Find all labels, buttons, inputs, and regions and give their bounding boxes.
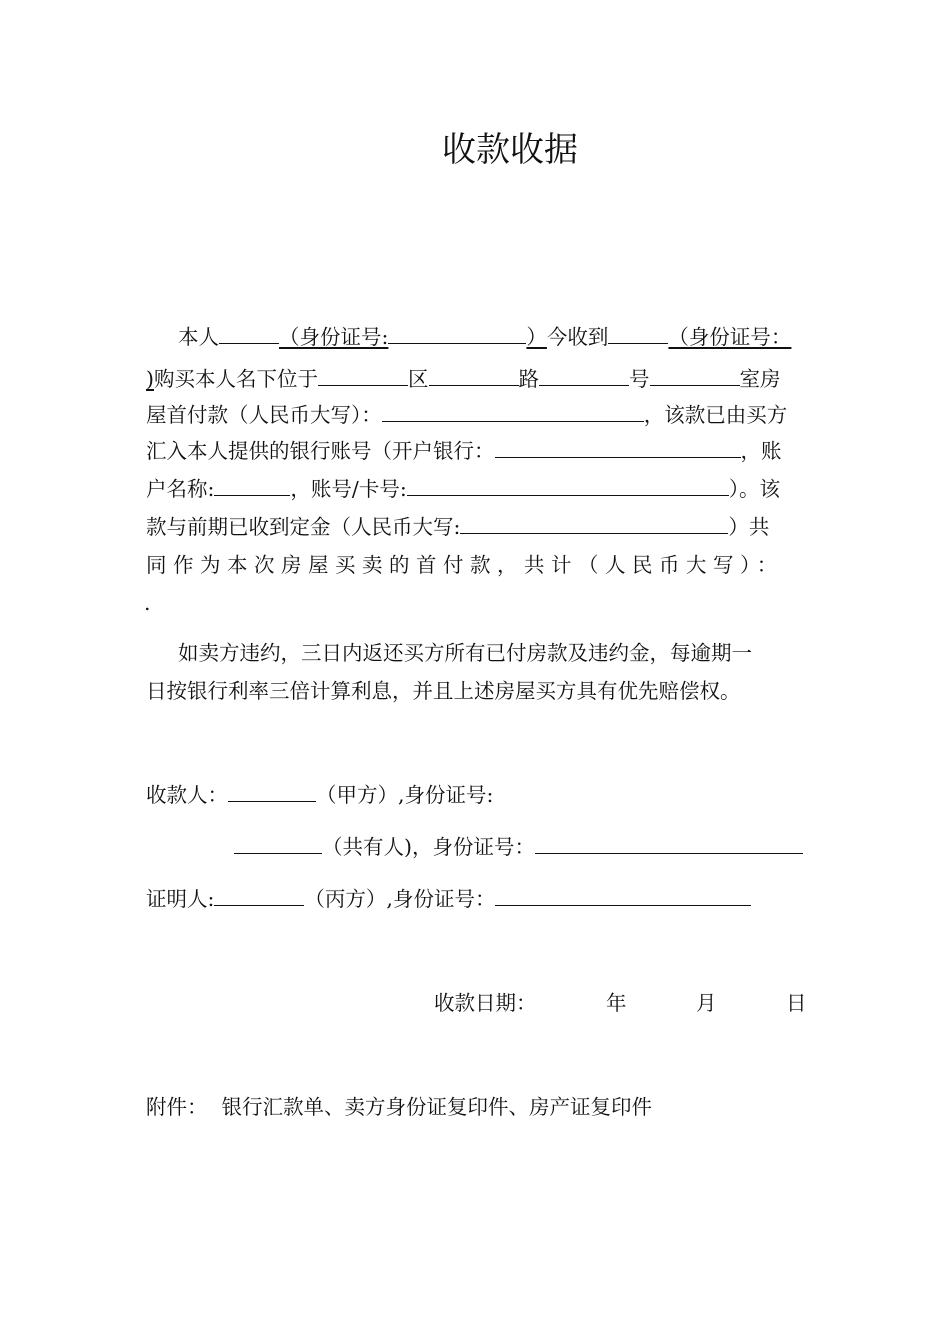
text-fragment: 区 [408, 367, 429, 391]
text-fragment: （身份证号： [668, 325, 792, 349]
attachment-text: 银行汇款单、卖方身份证复印件、房产证复印件 [221, 1095, 652, 1119]
down-payment-amount-blank[interactable] [382, 403, 644, 422]
attachment-line [146, 1094, 652, 1120]
payee-name-blank[interactable] [219, 325, 279, 344]
text-fragment: ） [526, 325, 547, 349]
text-fragment: ）共 [728, 515, 770, 539]
document-title: 收款收据 [442, 130, 578, 170]
text-fragment: 今收到 [546, 325, 609, 349]
coowner-line [234, 834, 803, 860]
text-fragment: 本人 [178, 325, 219, 349]
line-1 [178, 324, 791, 350]
witness-signature-blank[interactable] [214, 887, 304, 906]
district-blank[interactable] [318, 367, 408, 386]
line-8 [144, 590, 151, 616]
deposit-amount-blank[interactable] [460, 515, 728, 534]
number-blank[interactable] [539, 367, 629, 386]
date-label: 收款日期： [434, 991, 537, 1015]
text-fragment: 号 [629, 367, 650, 391]
bank-name-blank[interactable] [495, 439, 741, 458]
witness-role: （丙方）,身份证号： [304, 887, 496, 911]
line-7 [146, 552, 808, 578]
coowner-signature-blank[interactable] [234, 835, 322, 854]
line-2 [146, 366, 781, 392]
road-blank[interactable] [429, 367, 519, 386]
text-fragment: （身份证号: [279, 325, 389, 349]
witness-label: 证明人: [146, 887, 215, 911]
attachment-label: 附件： [146, 1095, 208, 1119]
payee-label: 收款人： [146, 783, 228, 807]
coowner-id-blank[interactable] [535, 835, 803, 854]
text-fragment: 同作为本次房屋买卖的首付款，共计（人民币大写）： [146, 553, 784, 577]
line-3 [146, 402, 787, 428]
date-month: 月 [696, 991, 717, 1015]
text-fragment: ，账号/卡号: [290, 477, 407, 501]
room-blank[interactable] [650, 367, 740, 386]
witness-line [146, 886, 751, 912]
text-fragment: ，账 [740, 439, 782, 463]
coowner-role: （共有人)，身份证号： [322, 835, 535, 859]
line-4 [146, 438, 782, 464]
text-fragment: 室房 [739, 367, 781, 391]
date-year: 年 [606, 991, 627, 1015]
clause-line-1: 如卖方违约，三日内返还买方所有已付房款及违约金，每逾期一 [178, 641, 752, 665]
clause-line-2: 日按银行利率三倍计算利息，并且上述房屋买方具有优先赔偿权。 [146, 679, 741, 703]
text-fragment: 购买本人名下位于 [154, 367, 318, 391]
payer-name-blank[interactable] [608, 325, 668, 344]
date-day: 日 [786, 991, 807, 1015]
text-fragment: ，该款已由买方 [643, 403, 788, 427]
payee-id-blank[interactable] [388, 325, 526, 344]
text-fragment: . [144, 591, 151, 615]
line-5 [146, 476, 780, 502]
line-6 [146, 514, 769, 540]
text-fragment: ）。该 [728, 477, 780, 501]
payee-role: （甲方）,身份证号: [316, 783, 494, 807]
text-fragment: 屋首付款（人民币大写）： [146, 403, 382, 427]
payee-line [146, 782, 493, 808]
text-fragment: ) [146, 367, 154, 391]
account-name-blank[interactable] [214, 477, 290, 496]
text-fragment: 路 [518, 367, 539, 391]
witness-id-blank[interactable] [495, 887, 751, 906]
text-fragment: 款与前期已收到定金（人民币大写: [146, 515, 461, 539]
text-fragment: 汇入本人提供的银行账号（开户银行： [146, 439, 495, 463]
text-fragment: 户名称: [146, 477, 215, 501]
payee-signature-blank[interactable] [228, 783, 316, 802]
account-number-blank[interactable] [407, 477, 729, 496]
